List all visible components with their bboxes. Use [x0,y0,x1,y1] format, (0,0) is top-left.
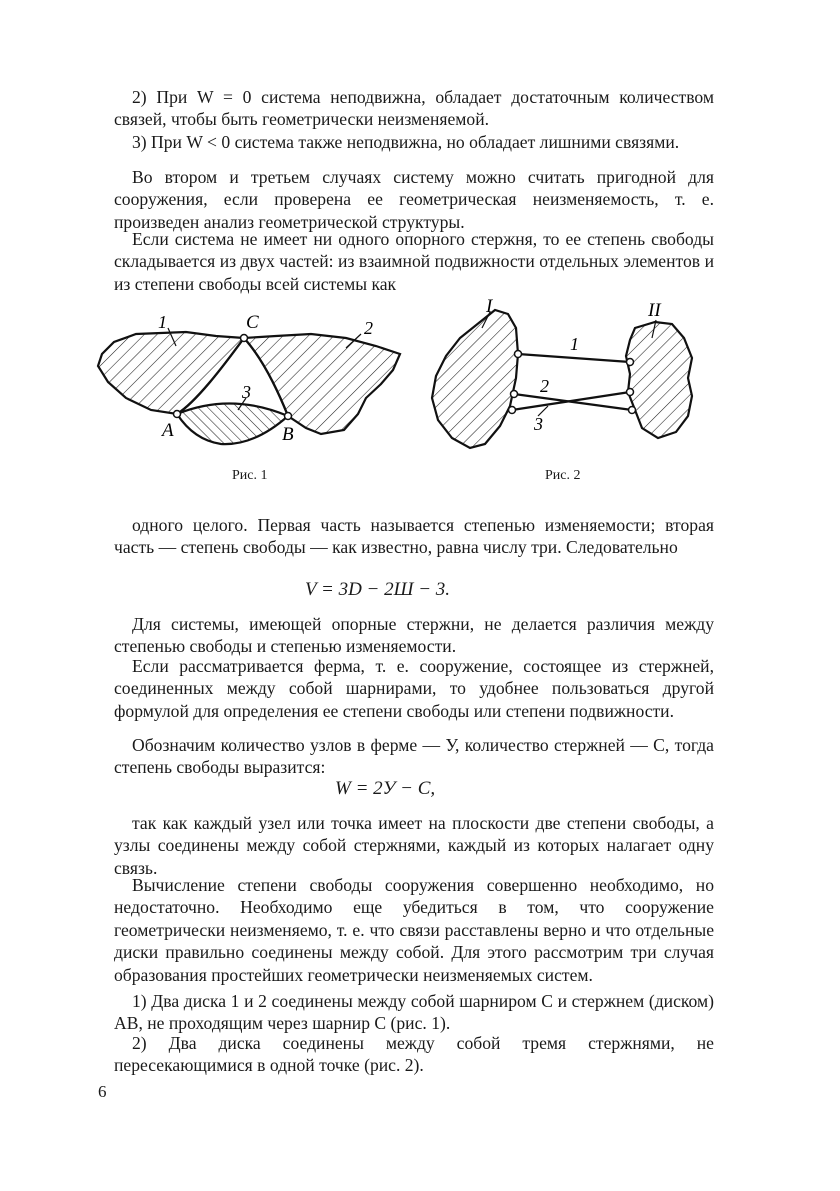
joint-1-left [515,351,522,358]
figure-2-caption: Рис. 2 [545,468,581,483]
disc-i-shape [432,310,518,448]
paragraph-case-w-zero: 2) При W = 0 система неподвижна, обладает достаточным количеством связей, чтобы быть геометрически неизменяемой. [114,87,714,130]
joint-3-left [509,407,516,414]
paragraph-case-w-negative: 3) При W < 0 система также неподвижна, но обладает лишними связями. [132,132,680,152]
label-hinge-c: C [246,312,259,333]
label-disc-ii: II [648,300,661,321]
paragraph-second-third-cases: Во втором и третьем случаях систему можно считать пригодной для сооружения, если проверена ее геометрическая неизменяемость, т. е. произведен анализ геометрической структуры. [114,167,714,232]
rod-1 [518,354,630,362]
joint-3-right [627,389,634,396]
label-disc-i: I [486,298,493,317]
label-disc-1: 1 [158,312,167,332]
label-point-b: B [282,424,294,445]
formula-w: W = 2У − С, [335,778,436,799]
paragraph-case-1: 1) Два диска 1 и 2 соединены между собой шарниром C и стержнем (диском) AB, не проходящим через шарнир C (рис. 1). [114,991,714,1034]
label-rod-2: 2 [540,376,549,396]
paragraph-truss: Если рассматривается ферма, т. е. сооружение, состоящее из стержней, соединенных между собой шарнирами, то удобнее пользоваться другой формулой для определения ее степени свободы или степени подвижности. [114,656,714,721]
paragraph-calculation: Вычисление степени свободы сооружения совершенно необходимо, но недостаточно. Необходимо еще убедиться в том, что сооружение геометрически неизменяемо, т. е. что связи расставлены верно и что отдельные диски правильно соединены между собой. Для этого рассмотрим три случая образования простейших геометрически неизменяемых систем. [114,875,714,985]
figure-1 [96,306,406,456]
paragraph-notation: Обозначим количество узлов в ферме — У, количество стержней — С, тогда степень свободы выразится: [114,735,714,778]
label-disc-3: 3 [242,382,251,402]
figure-2 [430,298,700,458]
label-disc-2: 2 [364,318,373,338]
page-number: 6 [98,1082,107,1101]
paragraph-no-support-rods: Если система не имеет ни одного опорного стержня, то ее степень свободы складывается из двух частей: из взаимной подвижности отдельных элементов и из степени свободы всей системы как [114,229,714,294]
paragraph-support-rods: Для системы, имеющей опорные стержни, не делается различия между степенью свободы и степенью изменяемости. [114,614,714,657]
joint-2-right [629,407,636,414]
label-rod-3: 3 [534,414,543,434]
disc-3-shape [177,403,288,444]
disc-ii-shape [626,322,692,438]
label-rod-1: 1 [570,334,579,354]
label-point-a: A [162,420,174,441]
disc-1-shape [98,332,244,414]
hinge-b-point [285,413,292,420]
paragraph-node-freedom: так как каждый узел или точка имеет на плоскости две степени свободы, а узлы соединены между собой стержнями, каждый из которых налагает одну связь. [114,813,714,878]
paragraph-case-2: 2) Два диска соединены между собой тремя стержнями, не пересекающимися в одной точке (рис. 2). [114,1033,714,1076]
paragraph-after-figures: одного целого. Первая часть называется степенью изменяемости; вторая часть — степень свободы — как известно, равна числу три. Следовательно [114,515,714,558]
formula-v: V = 3D − 2Ш − 3. [305,579,451,600]
hinge-c-point [241,335,248,342]
figure-1-caption: Рис. 1 [232,468,268,483]
joint-2-left [511,391,518,398]
joint-1-right [627,359,634,366]
hinge-a-point [174,411,181,418]
